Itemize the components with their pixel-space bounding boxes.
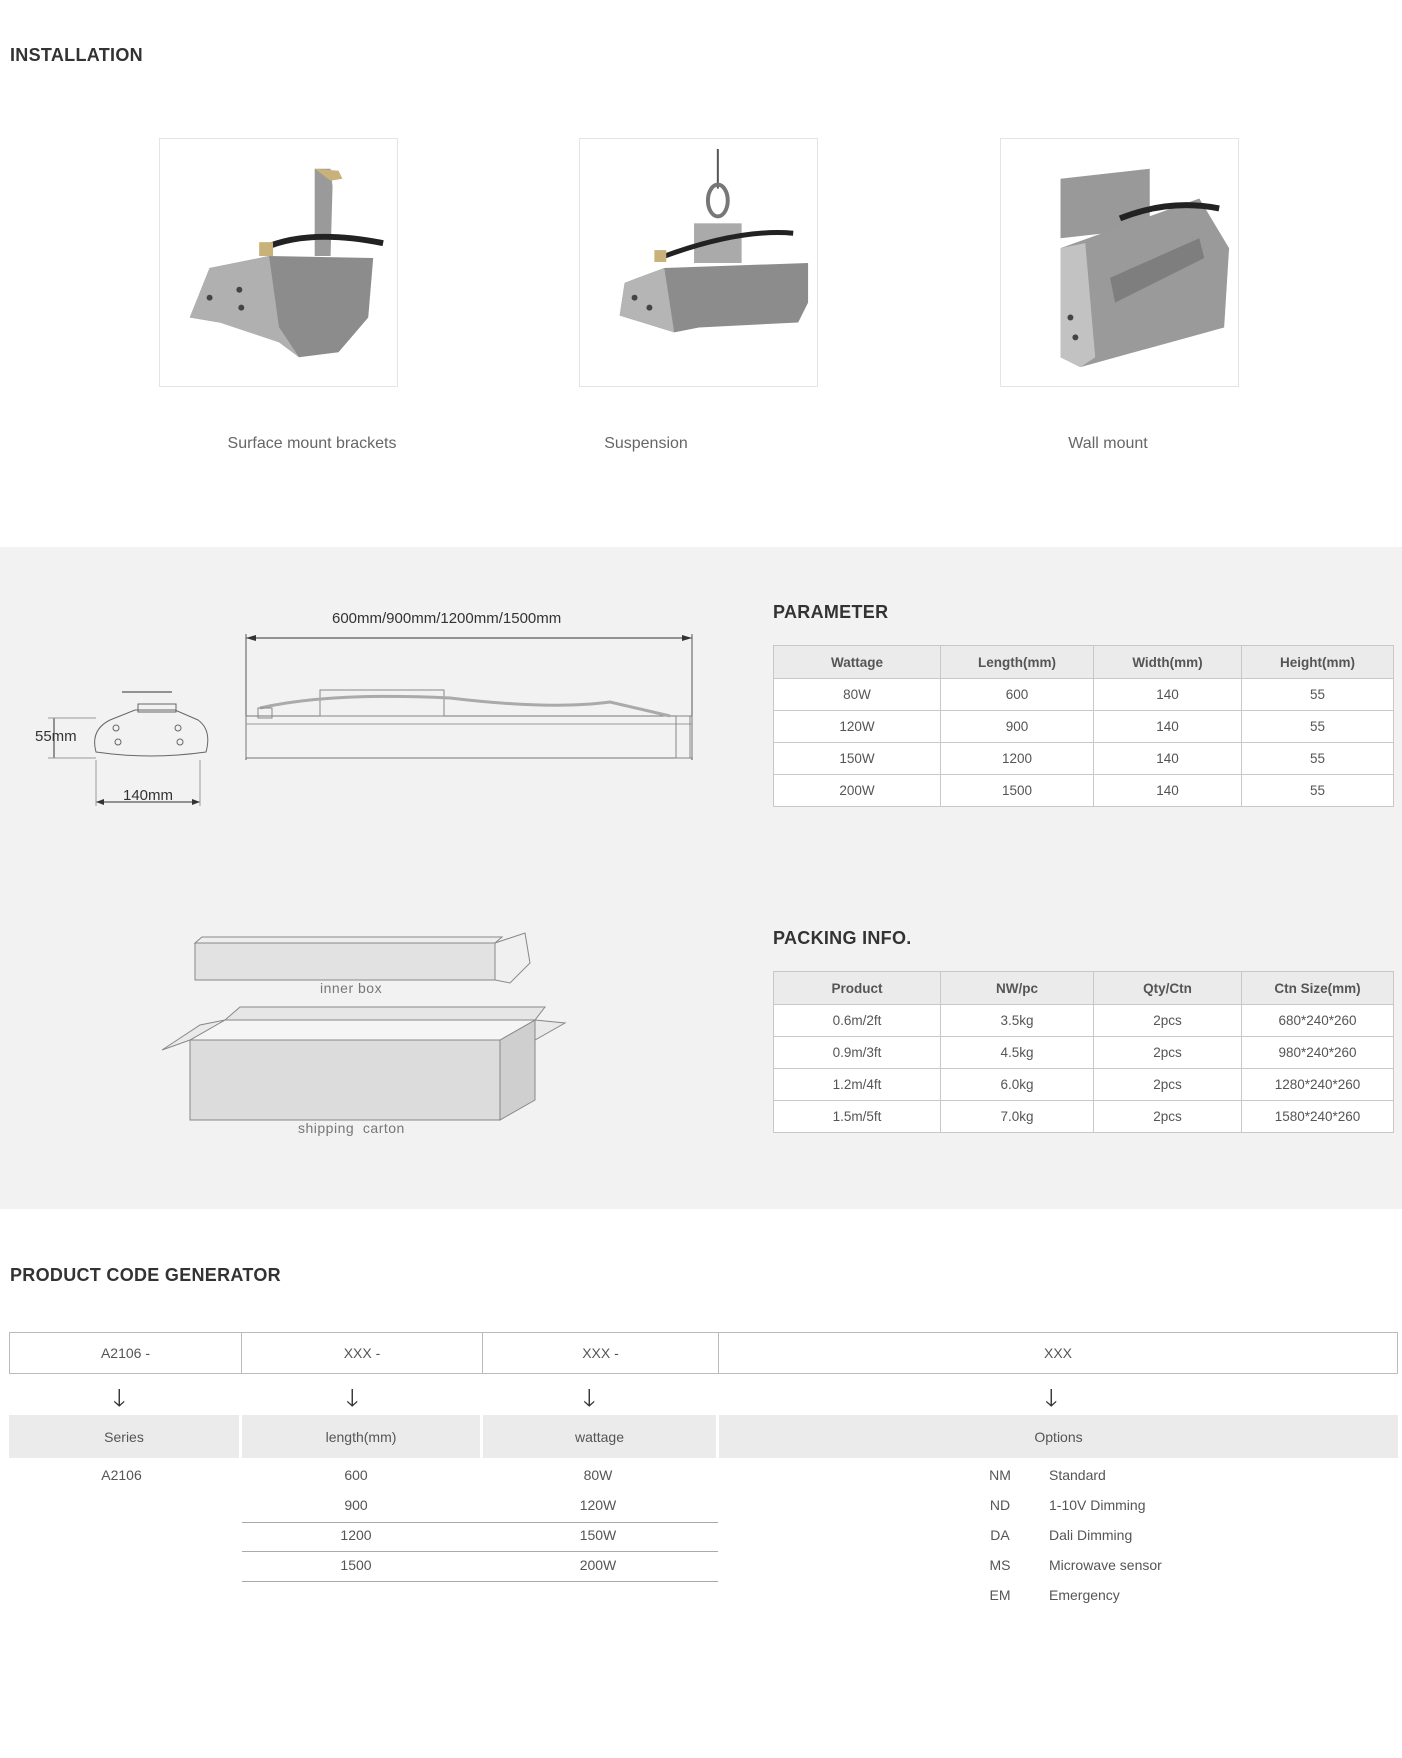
table-cell: 2pcs bbox=[1094, 1101, 1242, 1133]
parameter-header: Length(mm) bbox=[941, 646, 1094, 679]
parameter-header: Width(mm) bbox=[1094, 646, 1242, 679]
table-cell: 1.5m/5ft bbox=[774, 1101, 941, 1133]
parameter-title: PARAMETER bbox=[773, 602, 889, 622]
installation-title: INSTALLATION bbox=[10, 45, 143, 65]
wall-mount-caption: Wall mount bbox=[1068, 435, 1148, 452]
table-cell: 6.0kg bbox=[941, 1069, 1094, 1101]
generator-title: PRODUCT CODE GENERATOR bbox=[10, 1265, 281, 1285]
wattage-value: 200W bbox=[579, 1557, 617, 1573]
table-cell: 0.6m/2ft bbox=[774, 1005, 941, 1037]
table-cell: 140 bbox=[1094, 743, 1242, 775]
suspension-caption: Suspension bbox=[604, 435, 688, 452]
surface-mount-caption: Surface mount brackets bbox=[227, 435, 397, 452]
option-code: MS bbox=[989, 1557, 1011, 1573]
parameter-table bbox=[773, 645, 1394, 807]
length-dimension-label: 600mm/900mm/1200mm/1500mm bbox=[332, 610, 562, 627]
option-desc: 1-10V Dimming bbox=[1049, 1497, 1146, 1513]
option-desc: Microwave sensor bbox=[1049, 1557, 1162, 1573]
table-cell: 1500 bbox=[941, 775, 1094, 807]
down-arrow-icon: 🡓 bbox=[346, 1385, 359, 1412]
down-arrow-icon: 🡓 bbox=[1045, 1385, 1058, 1412]
table-cell: 980*240*260 bbox=[1242, 1037, 1394, 1069]
table-cell: 140 bbox=[1094, 679, 1242, 711]
down-arrow-icon: 🡓 bbox=[113, 1385, 126, 1412]
table-row bbox=[774, 711, 1394, 743]
table-cell: 55 bbox=[1242, 679, 1394, 711]
table-cell: 0.9m/3ft bbox=[774, 1037, 941, 1069]
table-cell: 55 bbox=[1242, 743, 1394, 775]
wattage-value: 150W bbox=[579, 1527, 617, 1543]
header-length: length(mm) bbox=[242, 1415, 480, 1458]
packing-header: NW/pc bbox=[941, 972, 1094, 1005]
table-cell: 2pcs bbox=[1094, 1037, 1242, 1069]
table-cell: 55 bbox=[1242, 711, 1394, 743]
suspension-image bbox=[579, 138, 818, 387]
option-code: ND bbox=[989, 1497, 1011, 1513]
wattage-value: 120W bbox=[579, 1497, 617, 1513]
length-value: 1500 bbox=[340, 1557, 372, 1573]
header-options: Options bbox=[719, 1415, 1398, 1458]
table-cell: 600 bbox=[941, 679, 1094, 711]
packing-header: Ctn Size(mm) bbox=[1242, 972, 1394, 1005]
shipping-carton-label: shipping carton bbox=[298, 1120, 405, 1136]
table-row bbox=[774, 1037, 1394, 1069]
code-length: XXX - bbox=[242, 1333, 483, 1373]
table-cell: 1580*240*260 bbox=[1242, 1101, 1394, 1133]
row-divider bbox=[242, 1522, 718, 1523]
table-row bbox=[774, 1005, 1394, 1037]
table-cell: 150W bbox=[774, 743, 941, 775]
option-code: DA bbox=[990, 1527, 1010, 1543]
table-cell: 1280*240*260 bbox=[1242, 1069, 1394, 1101]
wall-mount-image bbox=[1000, 138, 1239, 387]
length-value: 600 bbox=[344, 1467, 368, 1483]
table-row bbox=[774, 1101, 1394, 1133]
table-row bbox=[774, 679, 1394, 711]
table-cell: 2pcs bbox=[1094, 1005, 1242, 1037]
wattage-value: 80W bbox=[583, 1467, 613, 1483]
table-cell: 3.5kg bbox=[941, 1005, 1094, 1037]
table-row bbox=[774, 743, 1394, 775]
table-cell: 120W bbox=[774, 711, 941, 743]
option-code: NM bbox=[989, 1467, 1011, 1483]
packing-drawing bbox=[150, 925, 570, 1145]
table-cell: 140 bbox=[1094, 775, 1242, 807]
packing-header: Qty/Ctn bbox=[1094, 972, 1242, 1005]
series-value: A2106 bbox=[101, 1467, 142, 1483]
option-desc: Dali Dimming bbox=[1049, 1527, 1133, 1543]
table-cell: 4.5kg bbox=[941, 1037, 1094, 1069]
code-wattage: XXX - bbox=[483, 1333, 719, 1373]
code-options: XXX bbox=[1043, 1345, 1072, 1361]
header-wattage: wattage bbox=[483, 1415, 716, 1458]
table-cell: 2pcs bbox=[1094, 1069, 1242, 1101]
parameter-header: Wattage bbox=[774, 646, 941, 679]
length-value: 900 bbox=[344, 1497, 368, 1513]
table-cell: 7.0kg bbox=[941, 1101, 1094, 1133]
packing-header: Product bbox=[774, 972, 941, 1005]
surface-mount-image bbox=[159, 138, 398, 387]
table-cell: 1.2m/4ft bbox=[774, 1069, 941, 1101]
code-row bbox=[9, 1332, 1398, 1374]
inner-box-label: inner box bbox=[320, 980, 383, 996]
table-cell: 1200 bbox=[941, 743, 1094, 775]
table-cell: 80W bbox=[774, 679, 941, 711]
packing-table bbox=[773, 971, 1394, 1133]
height-dimension-label: 55mm bbox=[35, 728, 77, 745]
option-desc: Standard bbox=[1049, 1467, 1106, 1483]
table-cell: 55 bbox=[1242, 775, 1394, 807]
table-row bbox=[774, 1069, 1394, 1101]
row-divider bbox=[242, 1551, 718, 1552]
table-cell: 900 bbox=[941, 711, 1094, 743]
table-cell: 140 bbox=[1094, 711, 1242, 743]
header-series: Series bbox=[9, 1415, 239, 1458]
parameter-header: Height(mm) bbox=[1242, 646, 1394, 679]
table-cell: 200W bbox=[774, 775, 941, 807]
table-row bbox=[774, 775, 1394, 807]
row-divider bbox=[242, 1581, 718, 1582]
length-value: 1200 bbox=[340, 1527, 372, 1543]
table-cell: 680*240*260 bbox=[1242, 1005, 1394, 1037]
down-arrow-icon: 🡓 bbox=[583, 1385, 596, 1412]
option-code: EM bbox=[989, 1587, 1011, 1603]
packing-title: PACKING INFO. bbox=[773, 928, 912, 948]
option-desc: Emergency bbox=[1049, 1587, 1120, 1603]
code-series: A2106 - bbox=[10, 1333, 242, 1373]
width-dimension-label: 140mm bbox=[123, 787, 174, 804]
